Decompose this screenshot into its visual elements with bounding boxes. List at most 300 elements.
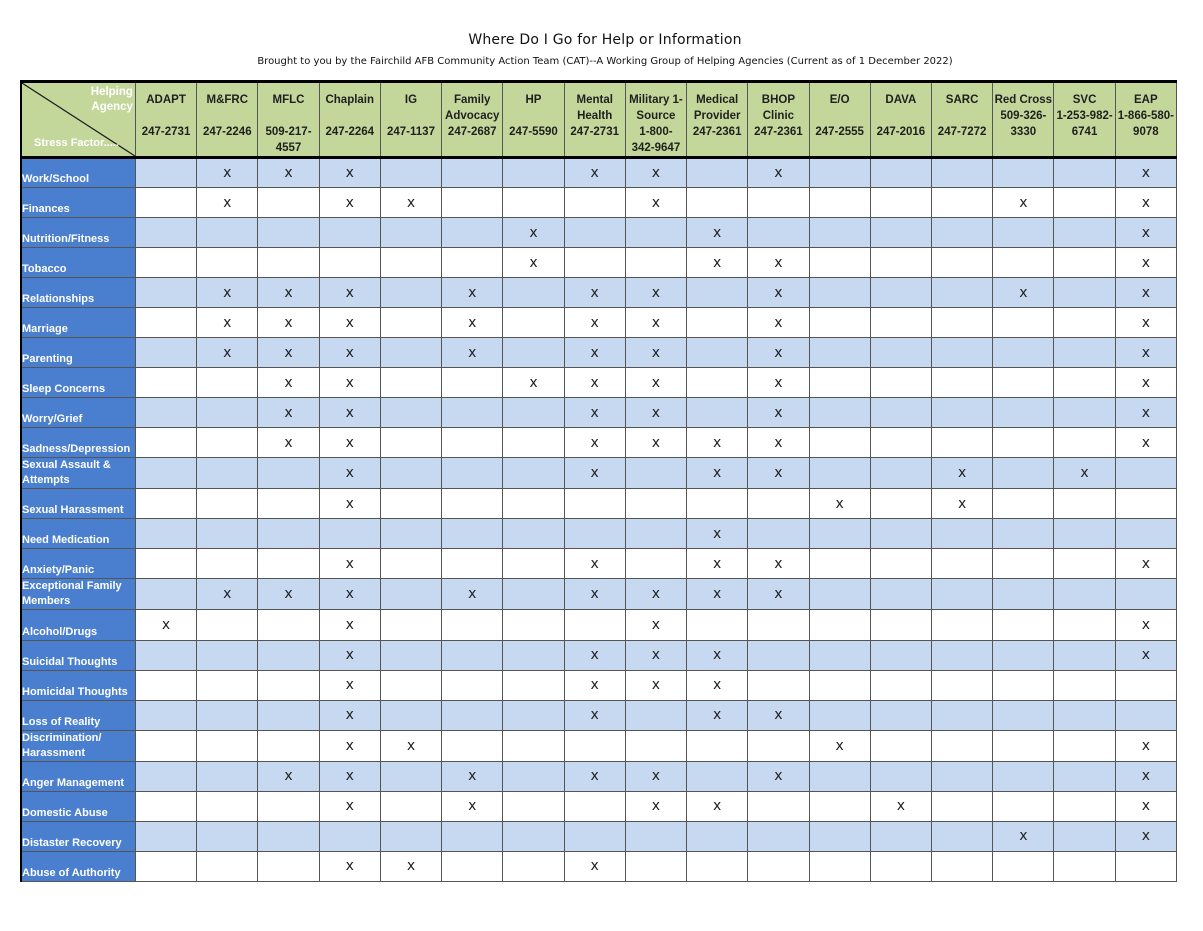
empty-cell xyxy=(564,821,625,851)
empty-cell xyxy=(442,248,503,278)
check-mark-cell: x xyxy=(625,791,686,821)
empty-cell xyxy=(503,278,564,308)
check-mark-cell: x xyxy=(687,791,748,821)
check-mark-cell: x xyxy=(625,761,686,791)
agency-name: Mental Health xyxy=(576,94,613,122)
check-mark-cell: x xyxy=(625,158,686,188)
check-mark-cell: x xyxy=(319,308,380,338)
empty-cell xyxy=(687,158,748,188)
check-mark-cell: x xyxy=(319,489,380,519)
check-mark-cell: x xyxy=(319,549,380,579)
empty-cell xyxy=(258,700,319,730)
empty-cell xyxy=(870,610,931,640)
empty-cell xyxy=(442,670,503,700)
empty-cell xyxy=(380,821,441,851)
empty-cell xyxy=(564,519,625,549)
agency-header-red-cross xyxy=(993,82,1054,158)
empty-cell xyxy=(503,549,564,579)
agency-name: Medical Provider xyxy=(693,94,741,122)
empty-cell xyxy=(748,519,809,549)
agency-header-mflc xyxy=(258,82,319,158)
header-spacer xyxy=(381,108,441,124)
agency-phone: 247-2016 xyxy=(876,126,926,138)
agency-header-sarc xyxy=(931,82,992,158)
check-mark-cell: x xyxy=(748,158,809,188)
empty-cell xyxy=(503,458,564,489)
stress-factor-loss-of-reality: Loss of Reality xyxy=(21,700,135,730)
empty-cell xyxy=(503,489,564,519)
check-mark-cell: x xyxy=(197,188,258,218)
check-mark-cell: x xyxy=(625,670,686,700)
table-row xyxy=(21,670,1177,700)
empty-cell xyxy=(442,549,503,579)
check-mark-cell: x xyxy=(258,579,319,610)
agency-header-e-o xyxy=(809,82,870,158)
empty-cell xyxy=(1054,579,1115,610)
help-matrix-table xyxy=(20,80,1177,882)
empty-cell xyxy=(870,248,931,278)
empty-cell xyxy=(564,218,625,248)
check-mark-cell: x xyxy=(748,398,809,428)
empty-cell xyxy=(442,519,503,549)
check-mark-cell: x xyxy=(319,791,380,821)
check-mark-cell: x xyxy=(319,398,380,428)
check-mark-cell: x xyxy=(1115,761,1176,791)
empty-cell xyxy=(503,188,564,218)
empty-cell xyxy=(319,519,380,549)
check-mark-cell: x xyxy=(748,368,809,398)
agency-phone: 509-217- 4557 xyxy=(265,126,312,154)
page-title: Where Do I Go for Help or Information xyxy=(468,32,742,48)
check-mark-cell: x xyxy=(503,218,564,248)
empty-cell xyxy=(258,519,319,549)
check-mark-cell: x xyxy=(380,730,441,761)
empty-cell xyxy=(503,398,564,428)
check-mark-cell: x xyxy=(748,338,809,368)
empty-cell xyxy=(870,188,931,218)
check-mark-cell: x xyxy=(258,428,319,458)
empty-cell xyxy=(809,338,870,368)
check-mark-cell: x xyxy=(319,278,380,308)
empty-cell xyxy=(993,700,1054,730)
table-row xyxy=(21,730,1177,761)
empty-cell xyxy=(197,670,258,700)
empty-cell xyxy=(993,730,1054,761)
empty-cell xyxy=(993,398,1054,428)
empty-cell xyxy=(809,278,870,308)
stress-factor-worry-grief: Worry/Grief xyxy=(21,398,135,428)
empty-cell xyxy=(258,549,319,579)
empty-cell xyxy=(993,308,1054,338)
empty-cell xyxy=(197,761,258,791)
agency-phone: 247-2246 xyxy=(202,126,252,138)
check-mark-cell: x xyxy=(319,851,380,881)
table-row xyxy=(21,158,1177,188)
empty-cell xyxy=(809,640,870,670)
empty-cell xyxy=(870,821,931,851)
empty-cell xyxy=(258,458,319,489)
check-mark-cell: x xyxy=(442,791,503,821)
empty-cell xyxy=(931,821,992,851)
empty-cell xyxy=(380,640,441,670)
check-mark-cell: x xyxy=(258,278,319,308)
check-mark-cell: x xyxy=(687,549,748,579)
agency-phone: 247-7272 xyxy=(937,126,987,138)
empty-cell xyxy=(564,489,625,519)
empty-cell xyxy=(625,458,686,489)
empty-cell xyxy=(380,278,441,308)
empty-cell xyxy=(503,730,564,761)
empty-cell xyxy=(870,218,931,248)
check-mark-cell: x xyxy=(1054,458,1115,489)
empty-cell xyxy=(380,458,441,489)
empty-cell xyxy=(931,308,992,338)
header-spacer xyxy=(136,108,196,124)
empty-cell xyxy=(870,519,931,549)
check-mark-cell: x xyxy=(1115,549,1176,579)
stress-factor-abuse-of-authority: Abuse of Authority xyxy=(21,851,135,881)
empty-cell xyxy=(135,670,196,700)
stress-factor-label: Stress Factor..... xyxy=(34,137,119,149)
empty-cell xyxy=(1054,428,1115,458)
check-mark-cell: x xyxy=(748,549,809,579)
check-mark-cell: x xyxy=(625,640,686,670)
empty-cell xyxy=(442,428,503,458)
empty-cell xyxy=(1115,489,1176,519)
check-mark-cell: x xyxy=(1115,730,1176,761)
agency-header-bhop xyxy=(748,82,809,158)
agency-phone: 247-2731 xyxy=(141,126,191,138)
empty-cell xyxy=(135,791,196,821)
empty-cell xyxy=(993,458,1054,489)
empty-cell xyxy=(993,519,1054,549)
empty-cell xyxy=(625,821,686,851)
empty-cell xyxy=(625,700,686,730)
check-mark-cell: x xyxy=(197,158,258,188)
check-mark-cell: x xyxy=(503,248,564,278)
agency-header-row xyxy=(21,82,1177,158)
empty-cell xyxy=(135,158,196,188)
empty-cell xyxy=(1054,670,1115,700)
table-row xyxy=(21,549,1177,579)
check-mark-cell: x xyxy=(931,489,992,519)
empty-cell xyxy=(380,791,441,821)
empty-cell xyxy=(197,821,258,851)
empty-cell xyxy=(625,730,686,761)
agency-name: M&FRC xyxy=(206,94,249,106)
check-mark-cell: x xyxy=(442,579,503,610)
empty-cell xyxy=(870,549,931,579)
check-mark-cell: x xyxy=(564,368,625,398)
check-mark-cell: x xyxy=(625,610,686,640)
check-mark-cell: x xyxy=(564,700,625,730)
empty-cell xyxy=(1054,188,1115,218)
empty-cell xyxy=(197,640,258,670)
empty-cell xyxy=(993,158,1054,188)
empty-cell xyxy=(809,248,870,278)
empty-cell xyxy=(1054,308,1115,338)
empty-cell xyxy=(931,188,992,218)
empty-cell xyxy=(931,338,992,368)
empty-cell xyxy=(870,761,931,791)
check-mark-cell: x xyxy=(1115,640,1176,670)
page-subtitle: Brought to you by the Fairchild AFB Community Action Team (CAT)--A Working Group of Helping Agencies (Current as of 1 December 2022) xyxy=(257,56,953,67)
empty-cell xyxy=(442,188,503,218)
agency-name: Chaplain xyxy=(325,94,375,106)
empty-cell xyxy=(1054,640,1115,670)
check-mark-cell: x xyxy=(442,338,503,368)
empty-cell xyxy=(1054,338,1115,368)
check-mark-cell: x xyxy=(1115,338,1176,368)
check-mark-cell: x xyxy=(625,579,686,610)
agency-header-military-1 xyxy=(625,82,686,158)
table-row xyxy=(21,398,1177,428)
table-row xyxy=(21,700,1177,730)
empty-cell xyxy=(993,579,1054,610)
empty-cell xyxy=(564,248,625,278)
empty-cell xyxy=(197,610,258,640)
check-mark-cell: x xyxy=(687,700,748,730)
agency-name: BHOP Clinic xyxy=(761,94,796,122)
empty-cell xyxy=(135,821,196,851)
empty-cell xyxy=(870,700,931,730)
empty-cell xyxy=(1054,398,1115,428)
stress-factor-finances: Finances xyxy=(21,188,135,218)
check-mark-cell: x xyxy=(625,398,686,428)
empty-cell xyxy=(1054,730,1115,761)
agency-name: SVC 1-253-982- 6741 xyxy=(1056,94,1113,138)
check-mark-cell: x xyxy=(687,519,748,549)
header-spacer xyxy=(871,108,931,124)
empty-cell xyxy=(870,851,931,881)
check-mark-cell: x xyxy=(748,278,809,308)
empty-cell xyxy=(442,640,503,670)
empty-cell xyxy=(442,398,503,428)
table-row xyxy=(21,791,1177,821)
empty-cell xyxy=(931,761,992,791)
empty-cell xyxy=(135,248,196,278)
empty-cell xyxy=(135,218,196,248)
check-mark-cell: x xyxy=(197,338,258,368)
stress-factor-parenting: Parenting xyxy=(21,338,135,368)
empty-cell xyxy=(197,700,258,730)
empty-cell xyxy=(931,670,992,700)
check-mark-cell: x xyxy=(1115,368,1176,398)
empty-cell xyxy=(1115,579,1176,610)
empty-cell xyxy=(1054,791,1115,821)
empty-cell xyxy=(1054,248,1115,278)
agency-header-ig xyxy=(380,82,441,158)
check-mark-cell: x xyxy=(687,640,748,670)
agency-header-dava xyxy=(870,82,931,158)
empty-cell xyxy=(197,398,258,428)
empty-cell xyxy=(442,610,503,640)
empty-cell xyxy=(870,428,931,458)
table-row xyxy=(21,218,1177,248)
check-mark-cell: x xyxy=(258,308,319,338)
check-mark-cell: x xyxy=(1115,610,1176,640)
check-mark-cell: x xyxy=(1115,248,1176,278)
empty-cell xyxy=(380,368,441,398)
table-row xyxy=(21,579,1177,610)
empty-cell xyxy=(380,248,441,278)
check-mark-cell: x xyxy=(319,700,380,730)
empty-cell xyxy=(380,761,441,791)
empty-cell xyxy=(687,278,748,308)
table-row xyxy=(21,188,1177,218)
empty-cell xyxy=(1054,519,1115,549)
empty-cell xyxy=(687,821,748,851)
empty-cell xyxy=(380,308,441,338)
empty-cell xyxy=(319,218,380,248)
agency-name: IG xyxy=(404,94,418,106)
agency-phone: 247-2361 xyxy=(754,126,803,138)
stress-factor-sadness-depression: Sadness/Depression xyxy=(21,428,135,458)
empty-cell xyxy=(931,519,992,549)
stress-factor-suicidal-thoughts: Suicidal Thoughts xyxy=(21,640,135,670)
check-mark-cell: x xyxy=(319,158,380,188)
check-mark-cell: x xyxy=(748,428,809,458)
empty-cell xyxy=(687,489,748,519)
check-mark-cell: x xyxy=(564,338,625,368)
check-mark-cell: x xyxy=(319,730,380,761)
empty-cell xyxy=(809,791,870,821)
check-mark-cell: x xyxy=(319,428,380,458)
empty-cell xyxy=(625,218,686,248)
check-mark-cell: x xyxy=(564,158,625,188)
stress-factor-exceptional-family-members: Exceptional Family Members xyxy=(21,579,135,610)
empty-cell xyxy=(809,158,870,188)
agency-header-eap xyxy=(1115,82,1176,158)
empty-cell xyxy=(870,278,931,308)
empty-cell xyxy=(258,791,319,821)
check-mark-cell: x xyxy=(380,851,441,881)
empty-cell xyxy=(870,730,931,761)
check-mark-cell: x xyxy=(197,308,258,338)
empty-cell xyxy=(931,700,992,730)
agency-name: Military 1- Source 1-800- 342-9647 xyxy=(629,94,683,154)
empty-cell xyxy=(993,761,1054,791)
empty-cell xyxy=(503,761,564,791)
empty-cell xyxy=(687,308,748,338)
stress-factor-anger-management: Anger Management xyxy=(21,761,135,791)
empty-cell xyxy=(319,248,380,278)
check-mark-cell: x xyxy=(993,188,1054,218)
empty-cell xyxy=(135,188,196,218)
check-mark-cell: x xyxy=(625,368,686,398)
check-mark-cell: x xyxy=(442,278,503,308)
empty-cell xyxy=(809,700,870,730)
check-mark-cell: x xyxy=(687,458,748,489)
check-mark-cell: x xyxy=(1115,218,1176,248)
empty-cell xyxy=(197,519,258,549)
empty-cell xyxy=(931,851,992,881)
stress-factor-sexual-harassment: Sexual Harassment xyxy=(21,489,135,519)
empty-cell xyxy=(931,791,992,821)
agency-name: Red Cross 509-326- 3330 xyxy=(994,94,1053,138)
check-mark-cell: x xyxy=(1115,428,1176,458)
empty-cell xyxy=(1115,851,1176,881)
check-mark-cell: x xyxy=(748,248,809,278)
empty-cell xyxy=(380,610,441,640)
empty-cell xyxy=(625,851,686,881)
stress-factor-relationships: Relationships xyxy=(21,278,135,308)
empty-cell xyxy=(442,700,503,730)
empty-cell xyxy=(1054,700,1115,730)
check-mark-cell: x xyxy=(564,670,625,700)
table-row xyxy=(21,308,1177,338)
check-mark-cell: x xyxy=(564,640,625,670)
empty-cell xyxy=(319,821,380,851)
stress-factor-discrimination-harassment: Discrimination/ Harassment xyxy=(21,730,135,761)
empty-cell xyxy=(748,670,809,700)
empty-cell xyxy=(442,368,503,398)
empty-cell xyxy=(809,368,870,398)
check-mark-cell: x xyxy=(809,730,870,761)
check-mark-cell: x xyxy=(1115,308,1176,338)
empty-cell xyxy=(931,730,992,761)
empty-cell xyxy=(993,610,1054,640)
empty-cell xyxy=(809,670,870,700)
empty-cell xyxy=(564,791,625,821)
check-mark-cell: x xyxy=(442,308,503,338)
empty-cell xyxy=(197,549,258,579)
check-mark-cell: x xyxy=(564,761,625,791)
agency-phone: 247-1137 xyxy=(387,126,435,138)
check-mark-cell: x xyxy=(748,579,809,610)
empty-cell xyxy=(135,398,196,428)
stress-factor-anxiety-panic: Anxiety/Panic xyxy=(21,549,135,579)
check-mark-cell: x xyxy=(380,188,441,218)
empty-cell xyxy=(809,398,870,428)
header-spacer xyxy=(503,108,563,124)
empty-cell xyxy=(442,218,503,248)
empty-cell xyxy=(442,158,503,188)
check-mark-cell: x xyxy=(687,428,748,458)
agency-name: HP xyxy=(525,94,542,106)
empty-cell xyxy=(748,851,809,881)
empty-cell xyxy=(380,579,441,610)
agency-name: SARC xyxy=(945,94,979,106)
agency-phone: 247-2361 xyxy=(692,126,742,138)
empty-cell xyxy=(993,549,1054,579)
check-mark-cell: x xyxy=(564,278,625,308)
empty-cell xyxy=(503,579,564,610)
empty-cell xyxy=(931,368,992,398)
empty-cell xyxy=(564,188,625,218)
check-mark-cell: x xyxy=(197,278,258,308)
empty-cell xyxy=(442,821,503,851)
empty-cell xyxy=(931,428,992,458)
table-row xyxy=(21,851,1177,881)
agency-phone: 247-5590 xyxy=(509,126,558,138)
empty-cell xyxy=(380,549,441,579)
empty-cell xyxy=(931,579,992,610)
empty-cell xyxy=(135,730,196,761)
empty-cell xyxy=(870,398,931,428)
check-mark-cell: x xyxy=(809,489,870,519)
empty-cell xyxy=(993,248,1054,278)
empty-cell xyxy=(809,851,870,881)
empty-cell xyxy=(380,158,441,188)
agency-phone: 247-2264 xyxy=(325,126,375,138)
check-mark-cell: x xyxy=(625,308,686,338)
empty-cell xyxy=(993,218,1054,248)
check-mark-cell: x xyxy=(993,821,1054,851)
empty-cell xyxy=(135,549,196,579)
check-mark-cell: x xyxy=(258,368,319,398)
agency-header-hp xyxy=(503,82,564,158)
